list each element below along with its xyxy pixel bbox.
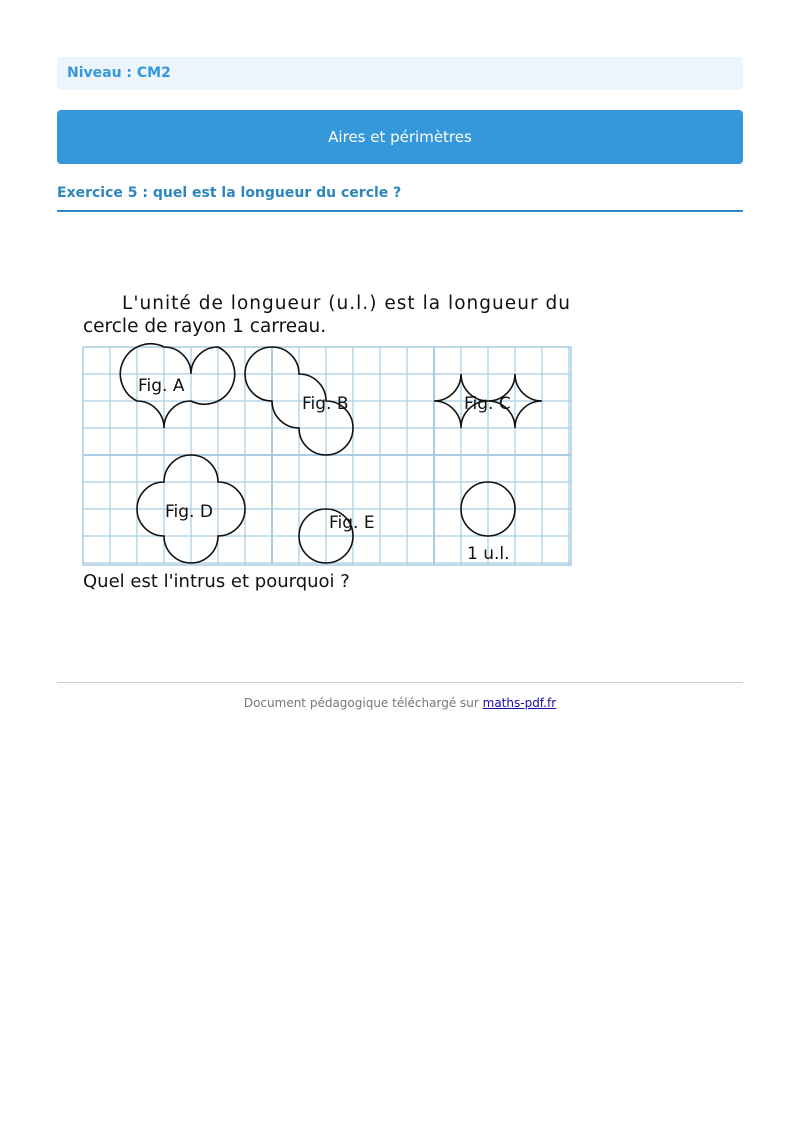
statement-line-1: L'unité de longueur (u.l.) est la longueur du xyxy=(122,293,570,314)
footer-divider xyxy=(57,682,743,683)
unit-label: 1 u.l. xyxy=(467,544,510,564)
question-text: Quel est l'intrus et pourquoi ? xyxy=(83,571,350,592)
footer-text: Document pédagogique téléchargé sur xyxy=(243,696,483,710)
title-banner xyxy=(57,110,743,164)
figure-d-label: Fig. D xyxy=(165,502,213,522)
figure-c-label: Fig. C xyxy=(464,394,511,414)
footer xyxy=(57,696,743,710)
page-title: Aires et périmètres xyxy=(328,128,472,146)
level-bar xyxy=(57,57,743,90)
exercise-title: Exercice 5 : quel est la longueur du cercle ? xyxy=(57,185,743,212)
exercise-figure xyxy=(80,288,575,594)
figure-e-label: Fig. E xyxy=(329,513,375,533)
figure-b-label: Fig. B xyxy=(302,394,349,414)
footer-link[interactable]: maths-pdf.fr xyxy=(482,696,557,710)
figure-a-label: Fig. A xyxy=(138,376,185,396)
statement-line-2: cercle de rayon 1 carreau. xyxy=(83,316,327,337)
figure-svg xyxy=(80,288,575,594)
level-label: Niveau : CM2 xyxy=(67,65,171,81)
